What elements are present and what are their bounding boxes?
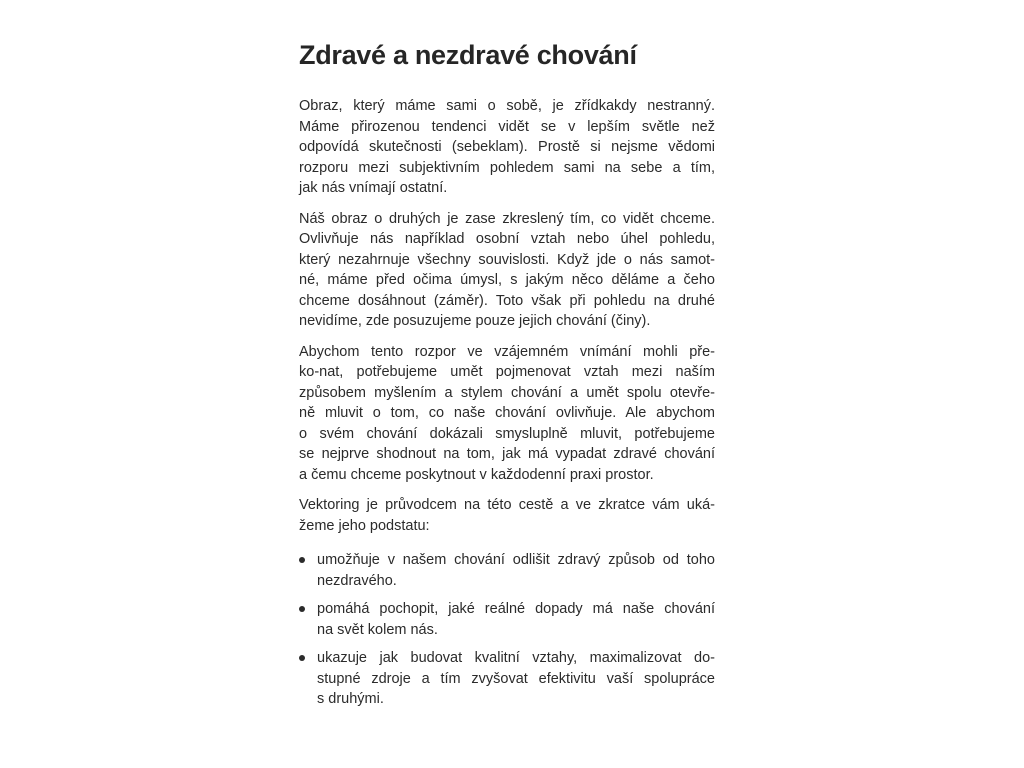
list-item — [299, 648, 715, 710]
paragraph-line: způsobem myšlením a stylem chování a umět spolu otevře- — [299, 384, 715, 401]
list-item-line: umožňuje v našem chování odlišit zdravý způsob od toho — [317, 552, 715, 568]
paragraph-3 — [299, 342, 715, 486]
paragraph-line: který nezahrnuje všechny souvislosti. Když jde o nás samot- — [299, 251, 715, 268]
list-item-line: pomáhá pochopit, jaké reálné dopady má naše chování — [317, 601, 715, 617]
list-item-line: na svět kolem nás. — [317, 621, 438, 638]
paragraph-2 — [299, 209, 715, 332]
list-item — [299, 599, 715, 640]
bullet-icon — [299, 655, 305, 661]
list-item-line: nezdravého. — [317, 572, 397, 589]
paragraph-line: odpovídá skutečnosti (sebeklam). Prostě si nejsme vědomi — [299, 139, 715, 155]
paragraph-line: o svém chování dokázali smysluplně mluvit, potřebujeme — [299, 425, 715, 442]
list-item — [299, 550, 715, 591]
paragraph-1 — [299, 96, 715, 199]
paragraph-line: a čemu chceme poskytnout v každodenní praxi prostor. — [299, 466, 654, 483]
paragraph-line: Abychom tento rozpor ve vzájemném vnímání mohli pře- — [299, 343, 715, 360]
paragraph-line: ně mluvit o tom, co naše chování ovlivňuje. Ale abychom — [299, 405, 715, 421]
paragraph-line: ko-nat, potřebujeme umět pojmenovat vztah mezi naším — [299, 364, 715, 380]
list-item-line: stupné zdroje a tím zvyšovat efektivitu vaší spolupráce — [317, 670, 715, 687]
list-item-line: ukazuje jak budovat kvalitní vztahy, maximalizovat do- — [317, 650, 715, 666]
paragraph-4 — [299, 495, 715, 536]
paragraph-line: rozporu mezi subjektivním pohledem sami na sebe a tím, — [299, 159, 715, 176]
bullet-icon — [299, 606, 305, 612]
list-item-line: s druhými. — [317, 691, 384, 707]
paragraph-line: chceme dosáhnout (záměr). Toto však při pohledu na druhé — [299, 292, 715, 309]
bullet-icon — [299, 557, 305, 563]
paragraph-line: žeme jeho podstatu: — [299, 517, 430, 534]
document-page — [299, 38, 715, 718]
paragraph-line: nevidíme, zde posuzujeme pouze jejich chování (činy). — [299, 313, 651, 329]
paragraph-line: Máme přirozenou tendenci vidět se v lepším světle než — [299, 118, 715, 135]
bullet-list — [299, 550, 715, 710]
paragraph-line: Ovlivňuje nás například osobní vztah nebo úhel pohledu, — [299, 231, 715, 247]
paragraph-line: jak nás vnímají ostatní. — [299, 180, 448, 196]
page-title: Zdravé a nezdravé chování — [299, 40, 637, 70]
paragraph-line: Náš obraz o druhých je zase zkreslený tím, co vidět chceme. — [299, 210, 715, 227]
paragraph-line: né, máme před očima úmysl, s jakým něco děláme a čeho — [299, 272, 715, 288]
paragraph-line: se nejprve shodnout na tom, jak má vypadat zdravé chování — [299, 446, 715, 462]
paragraph-line: Vektoring je průvodcem na této cestě a ve zkratce vám uká- — [299, 497, 715, 513]
paragraph-line: Obraz, který máme sami o sobě, je zřídkakdy nestranný. — [299, 98, 715, 114]
